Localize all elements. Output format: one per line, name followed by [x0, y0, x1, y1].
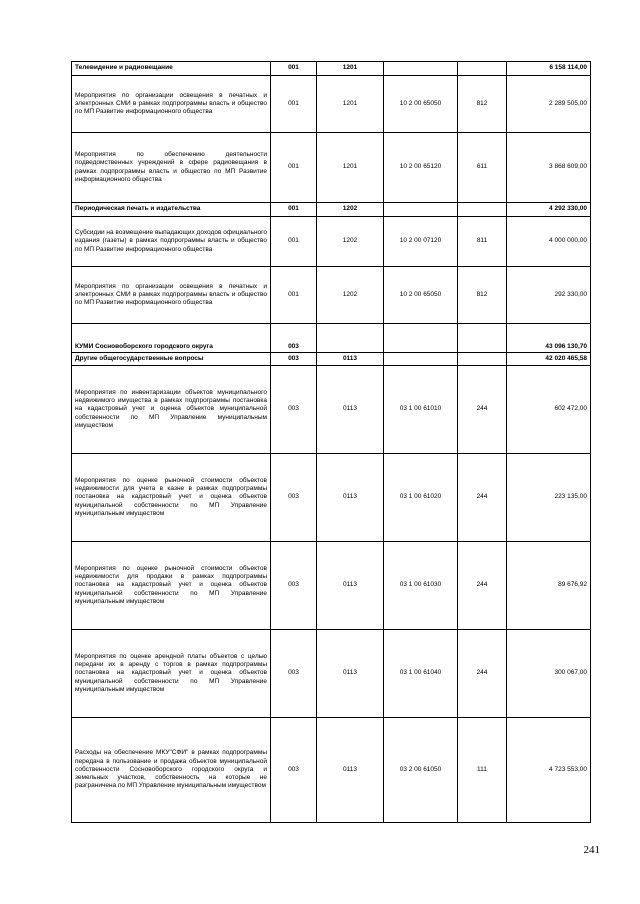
ministry-code: 003 — [271, 353, 317, 366]
section-code: 0113 — [317, 353, 384, 366]
ministry-code: 003 — [271, 718, 317, 823]
section-code: 0113 — [317, 542, 384, 630]
section-code: 0113 — [317, 366, 384, 454]
amount: 4 000 000,00 — [507, 217, 591, 267]
ministry-code: 003 — [271, 542, 317, 630]
amount: 43 096 130,70 — [507, 324, 591, 353]
table-row — [72, 630, 591, 718]
target-code — [384, 62, 458, 76]
expense-type: 244 — [458, 366, 507, 454]
row-description: Мероприятия по оценке рыночной стоимости объектов недвижимости для продажи в рамках подпрограммы постановка на кадастровый учет и оценка объектов муниципальной собственности по МП Управление муниципальным имуществом — [72, 542, 271, 630]
row-description: КУМИ Сосновоборского городского округа — [72, 324, 271, 353]
amount: 6 158 114,00 — [507, 62, 591, 76]
expense-type: 244 — [458, 454, 507, 542]
ministry-code: 003 — [271, 324, 317, 353]
ministry-code: 001 — [271, 203, 317, 217]
table-row — [72, 76, 591, 133]
row-description: Телевидение и радиовещание — [72, 62, 271, 76]
table-row — [72, 718, 591, 823]
ministry-code: 001 — [271, 62, 317, 76]
target-code: 10 2 00 07120 — [384, 217, 458, 267]
expense-type: 244 — [458, 630, 507, 718]
table-row — [72, 62, 591, 76]
ministry-code: 001 — [271, 267, 317, 324]
ministry-code: 003 — [271, 454, 317, 542]
expense-type — [458, 62, 507, 76]
row-description: Мероприятия по организации освещения в печатных и электронных СМИ в рамках подпрограммы власть и общество по МП Развитие информационного общества — [72, 267, 271, 324]
ministry-code: 001 — [271, 133, 317, 203]
row-description: Мероприятия по обеспечению деятельности подведомственных учреждений в сфере радиовещания в рамках подпрограммы власть и общество по МП Развитие информационного общества — [72, 133, 271, 203]
table-row — [72, 203, 591, 217]
expense-type — [458, 203, 507, 217]
amount: 89 676,92 — [507, 542, 591, 630]
expense-type: 812 — [458, 267, 507, 324]
target-code — [384, 324, 458, 353]
section-code: 1202 — [317, 267, 384, 324]
expense-type: 611 — [458, 133, 507, 203]
row-description: Другие общегосударственные вопросы — [72, 353, 271, 366]
section-code: 0113 — [317, 454, 384, 542]
budget-table — [71, 61, 591, 823]
target-code: 03 2 00 61050 — [384, 718, 458, 823]
section-code: 1202 — [317, 203, 384, 217]
table-row — [72, 353, 591, 366]
expense-type: 811 — [458, 217, 507, 267]
ministry-code: 003 — [271, 366, 317, 454]
expense-type: 244 — [458, 542, 507, 630]
row-description: Расходы на обеспечение МКУ"СФИ" в рамках подпрограммы передача в пользование и продажа объектов муниципальной собственности Сосновоборского городского округа и земельных участков, собственность на которые не разграничена по МП Управление муниципальным имуществом — [72, 718, 271, 823]
amount: 4 292 330,00 — [507, 203, 591, 217]
amount: 4 723 553,00 — [507, 718, 591, 823]
table-row — [72, 542, 591, 630]
table-row — [72, 454, 591, 542]
ministry-code: 001 — [271, 76, 317, 133]
table-row — [72, 267, 591, 324]
target-code: 03 1 00 61040 — [384, 630, 458, 718]
page-number: 241 — [583, 844, 600, 856]
ministry-code: 003 — [271, 630, 317, 718]
amount: 223 135,00 — [507, 454, 591, 542]
expense-type: 812 — [458, 76, 507, 133]
section-code: 1201 — [317, 133, 384, 203]
target-code: 10 2 00 65050 — [384, 76, 458, 133]
ministry-code: 001 — [271, 217, 317, 267]
table-row — [72, 133, 591, 203]
row-description: Мероприятия по оценке арендной платы объектов с целью передачи их в аренду с торгов в рамках подпрограммы постановка на кадастровый учет и оценка объектов муниципальной собственности по МП Управление муниципальным имуществом — [72, 630, 271, 718]
amount: 2 289 505,00 — [507, 76, 591, 133]
expense-type — [458, 353, 507, 366]
target-code: 03 1 00 61020 — [384, 454, 458, 542]
row-description: Мероприятия по оценке рыночной стоимости объектов недвижимости для учета в казне в рамках подпрограммы постановка на кадастровый учет и оценка объектов муниципальной собственности по МП Управление муниципальным имуществом — [72, 454, 271, 542]
table-row — [72, 366, 591, 454]
target-code: 03 1 00 61030 — [384, 542, 458, 630]
section-code: 0113 — [317, 630, 384, 718]
row-description: Мероприятия по организации освещения в печатных и электронных СМИ в рамках подпрограммы власть и общество по МП Развитие информационного общества — [72, 76, 271, 133]
row-description: Мероприятия по инвентаризации объектов муниципального недвижимого имущества в рамках подпрограммы постановка на кадастровый учет и оценка объектов муниципальной собственности по МП Управление муниципальным имуществом — [72, 366, 271, 454]
target-code: 10 2 00 65120 — [384, 133, 458, 203]
amount: 42 020 465,58 — [507, 353, 591, 366]
amount: 602 472,00 — [507, 366, 591, 454]
target-code: 03 1 00 61010 — [384, 366, 458, 454]
section-code: 1201 — [317, 76, 384, 133]
section-code — [317, 324, 384, 353]
amount: 300 067,00 — [507, 630, 591, 718]
section-code: 1202 — [317, 217, 384, 267]
section-code: 0113 — [317, 718, 384, 823]
section-code: 1201 — [317, 62, 384, 76]
target-code — [384, 203, 458, 217]
row-description: Периодическая печать и издательства — [72, 203, 271, 217]
target-code: 10 2 00 65050 — [384, 267, 458, 324]
target-code — [384, 353, 458, 366]
table-row — [72, 217, 591, 267]
row-description: Субсидии на возмещение выпадающих доходов официального издания (газеты) в рамках подпрограммы власть и общество по МП Развитие информационного общества — [72, 217, 271, 267]
expense-type — [458, 324, 507, 353]
expense-type: 111 — [458, 718, 507, 823]
table-row — [72, 324, 591, 353]
amount: 3 868 609,00 — [507, 133, 591, 203]
amount: 292 330,00 — [507, 267, 591, 324]
